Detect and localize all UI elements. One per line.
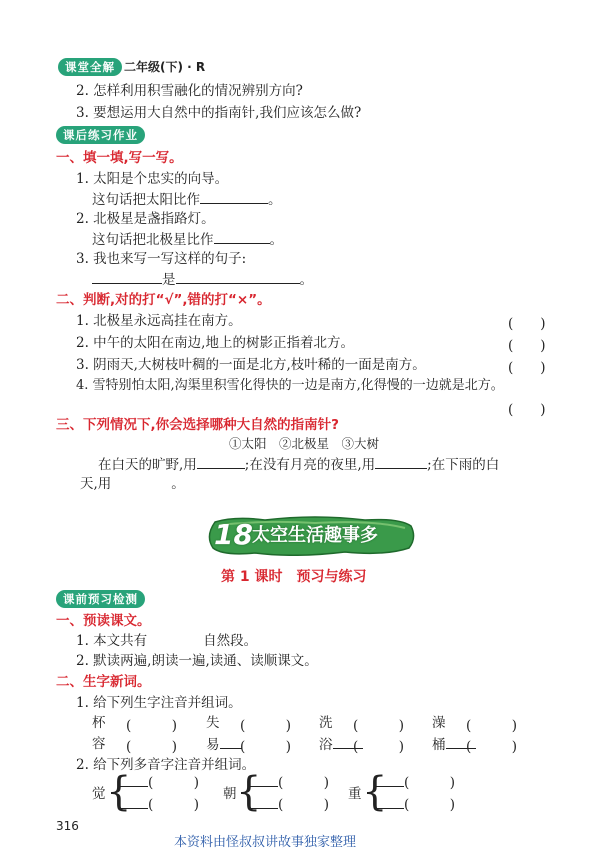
choose-text-b: ;在没有月亮的夜里,用 [244, 457, 376, 473]
grade-label: 二年级(下) · R [124, 60, 206, 74]
choose-line-1 [98, 455, 499, 474]
pinyin-answer[interactable]: ( ) [466, 718, 518, 734]
section-newwords-title: 二、生字新词。 [56, 674, 151, 690]
answer-blank[interactable] [176, 270, 300, 284]
fill-q3-mid: 是 [162, 272, 176, 288]
poly-char-zhong: 重 [348, 786, 362, 802]
judge-answer-3[interactable]: ( ) [508, 360, 546, 376]
poly-row[interactable]: ( ) [250, 773, 329, 792]
judge-answer-4[interactable]: ( ) [508, 402, 546, 418]
judge-item-4: 4. 雪特别怕太阳,沟渠里积雪化得快的一边是南方,化得慢的一边就是北方。 [76, 378, 504, 393]
choose-text-c: ;在下雨的白 [427, 457, 500, 473]
fill-q2-end: 。 [269, 232, 283, 248]
judge-item-1: 1. 北极星永远高挂在南方。 [76, 313, 242, 329]
fill-q1-line [92, 190, 282, 209]
section-preread-title: 一、预读课文。 [56, 613, 151, 629]
lesson-subtitle: 第 1 课时 预习与练习 [221, 569, 367, 585]
pinyin-answer[interactable]: ( ) [353, 718, 405, 734]
lesson-number: 18 [214, 518, 253, 551]
brace-icon: { [106, 769, 132, 815]
poly-char-jue: 觉 [92, 786, 106, 802]
pinyin-answer[interactable]: ( ) [126, 739, 178, 755]
char-bath: 澡 [432, 715, 446, 731]
section-judge-title: 二、判断,对的打“√”,错的打“×”。 [56, 292, 271, 308]
char-bucket-text: 桶 [432, 737, 446, 753]
char-cup: 杯 [92, 715, 106, 731]
judge-item-3: 3. 阴雨天,大树枝叶稠的一面是北方,枝叶稀的一面是南方。 [76, 357, 426, 373]
brace-icon: { [362, 769, 388, 815]
answer-blank[interactable] [220, 735, 242, 749]
answer-blank[interactable] [214, 230, 270, 244]
char-wash: 洗 [319, 715, 333, 731]
judge-answer-2[interactable]: ( ) [508, 338, 546, 354]
pinyin-answer[interactable]: ( ) [353, 739, 405, 755]
poly-row[interactable]: ( ) [120, 773, 199, 792]
judge-answer-1[interactable]: ( ) [508, 316, 546, 332]
top-question-2: 2. 怎样利用积雪融化的情况辨别方向? [76, 83, 303, 99]
section-fill-title: 一、填一填,写一写。 [56, 150, 183, 166]
char-easy [206, 735, 242, 754]
lesson-title: 太空生活趣事多 [252, 525, 378, 546]
answer-blank[interactable] [111, 475, 171, 488]
answer-blank[interactable] [200, 190, 268, 204]
preread-q2: 2. 默读两遍,朗读一遍,读通、读顺课文。 [76, 653, 318, 669]
brace-icon: { [236, 769, 262, 815]
poly-row[interactable]: ( ) [376, 773, 455, 792]
answer-blank[interactable] [197, 455, 245, 469]
pinyin-answer[interactable]: ( ) [240, 739, 292, 755]
pinyin-answer[interactable]: ( ) [466, 739, 518, 755]
newwords-q1: 1. 给下列生字注音并组词。 [76, 695, 242, 711]
preread-q1-a: 1. 本文共有 [76, 633, 148, 649]
homework-badge: 课后练习作业 [56, 126, 145, 144]
char-lose: 失 [206, 715, 220, 731]
preread-q1 [76, 632, 257, 650]
section-choose-title: 三、下列情况下,你会选择哪种大自然的指南针? [56, 417, 339, 433]
compass-options: ①太阳 ②北极星 ③大树 [229, 436, 380, 451]
fill-q2: 2. 北极星是盏指路灯。 [76, 211, 215, 227]
series-badge: 课堂全解 [58, 58, 122, 76]
fill-q3-line [92, 270, 313, 289]
top-question-3: 3. 要想运用大自然中的指南针,我们应该怎么做? [76, 105, 362, 121]
choose-line-2 [80, 475, 185, 493]
answer-blank[interactable] [92, 270, 162, 284]
pinyin-answer[interactable]: ( ) [126, 718, 178, 734]
fill-q1: 1. 太阳是个忠实的向导。 [76, 171, 229, 187]
char-easy-text: 易 [206, 737, 220, 753]
footer-credit: 本资料由怪叔叔讲故事独家整理 [174, 835, 357, 850]
fill-q2-text: 这句话把北极星比作 [92, 232, 214, 248]
newwords-q2: 2. 给下列多音字注音并组词。 [76, 757, 256, 773]
pinyin-answer[interactable]: ( ) [240, 718, 292, 734]
poly-char-chao: 朝 [223, 786, 237, 802]
fill-q1-text: 这句话把太阳比作 [92, 192, 200, 208]
poly-row[interactable]: ( ) [376, 795, 455, 814]
char-contain: 容 [92, 736, 106, 752]
judge-item-2: 2. 中午的太阳在南边,地上的树影正指着北方。 [76, 335, 354, 351]
fill-q1-end: 。 [268, 192, 282, 208]
choose-text-e: 。 [171, 476, 185, 492]
fill-q2-line [92, 230, 283, 249]
fill-q3-end: 。 [299, 272, 313, 288]
answer-blank[interactable] [375, 455, 427, 469]
poly-row[interactable]: ( ) [250, 795, 329, 814]
preread-q1-b: 自然段。 [203, 633, 258, 649]
page-number: 316 [56, 819, 79, 833]
char-bathe-text: 浴 [319, 737, 333, 753]
choose-text-a: 在白天的旷野,用 [98, 457, 197, 473]
preview-badge: 课前预习检测 [56, 590, 145, 608]
poly-row[interactable]: ( ) [120, 795, 199, 814]
fill-q3: 3. 我也来写一写这样的句子: [76, 251, 247, 267]
choose-text-d: 天,用 [80, 476, 112, 492]
